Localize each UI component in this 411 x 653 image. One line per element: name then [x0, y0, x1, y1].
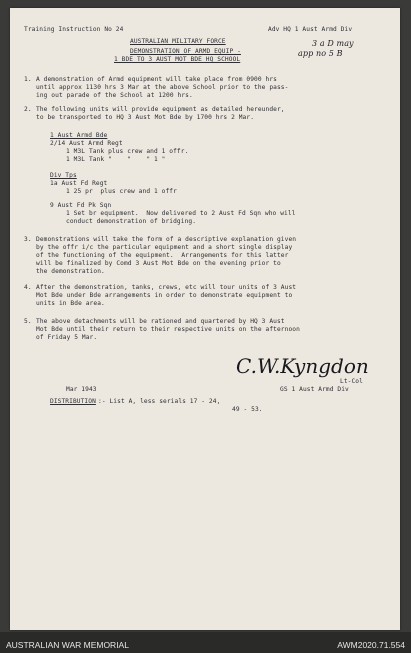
para-3-line-4: will be finalized by Comd 3 Aust Mot Bde on the evening prior to: [36, 260, 281, 267]
bridge-line-1: 1 Set br equipment. Now delivered to 2 Aust Fd Sqn who will: [66, 210, 296, 217]
distribution-label: DISTRIBUTION: [50, 398, 96, 405]
fd-pk-line: 9 Aust Fd Pk Sqn: [50, 202, 112, 209]
bridge-line-2: conduct demonstration of bridging.: [66, 218, 197, 225]
document-date: Mar 1943: [66, 386, 97, 393]
para-4-line-2: Mot Bde under Bde arrangements in order to demonstrate equipment to: [36, 292, 293, 299]
para-2-line-2: to be transported to HQ 3 Aust Mot Bde by 1700 hrs 2 Mar.: [36, 114, 255, 121]
archive-name: AUSTRALIAN WAR MEMORIAL: [6, 640, 129, 650]
handwritten-note-1: 3 a D may: [312, 39, 354, 48]
issuing-hq: Adv HQ 1 Aust Armd Div: [268, 26, 353, 33]
subject-line-1: DEMONSTRATION OF ARMD EQUIP -: [130, 48, 241, 55]
para-2-num: 2.: [24, 106, 32, 113]
subject-line-2: 1 BDE TO 3 AUST MOT BDE HQ SCHOOL: [114, 56, 241, 63]
para-5-num: 5.: [24, 318, 32, 325]
force-heading: AUSTRALIAN MILITARY FORCE: [130, 38, 226, 45]
para-1-line-1: A demonstration of Armd equipment will take place from 0900 hrs: [36, 76, 277, 83]
instruction-number: Training Instruction No 24: [24, 26, 124, 33]
para-3-line-2: by the offr i/c the particular equipment and a short single display: [36, 244, 293, 251]
regt-line: 2/14 Aust Armd Regt: [50, 140, 123, 147]
signatory-rank: Lt-Col: [340, 378, 363, 385]
archive-footer: [0, 632, 411, 653]
para-5-line-3: of Friday 5 Mar.: [36, 334, 98, 341]
para-4-num: 4.: [24, 284, 32, 291]
distribution-list-2: 49 - 53.: [232, 406, 263, 413]
handwritten-note-2: app no 5 B: [298, 49, 343, 58]
handwritten-signature: C.W.Kyngdon: [236, 354, 369, 378]
tank-line-1: 1 M3L Tank plus crew and 1 offr.: [66, 148, 189, 155]
para-4-line-1: After the demonstration, tanks, crews, etc will tour units of 3 Aust: [36, 284, 297, 291]
para-5-line-2: Mot Bde until their return to their respective units on the afternoon: [36, 326, 300, 333]
bde-heading: 1 Aust Armd Bde: [50, 132, 108, 139]
fd-regt-line: 1a Aust Fd Regt: [50, 180, 108, 187]
document-page: [10, 8, 400, 630]
para-4-line-3: units in Bde area.: [36, 300, 105, 307]
para-5-line-1: The above detachments will be rationed and quartered by HQ 3 Aust: [36, 318, 285, 325]
para-3-num: 3.: [24, 236, 32, 243]
para-1-line-2: until approx 1130 hrs 3 Mar at the above School prior to the pass-: [36, 84, 289, 91]
para-3-line-3: of the functioning of the equipment. Arrangements for this latter: [36, 252, 289, 259]
signatory-appointment: GS 1 Aust Armd Div: [280, 386, 349, 393]
gun-line: 1 25 pr plus crew and 1 offr: [66, 188, 177, 195]
para-2-line-1: The following units will provide equipment as detailed hereunder,: [36, 106, 285, 113]
distribution-list-1: :- List A, less serials 17 - 24,: [98, 398, 221, 405]
para-1-line-3: ing out parade of the School at 1200 hrs.: [36, 92, 193, 99]
tank-line-2: 1 M3L Tank " " " 1 ": [66, 156, 166, 163]
div-tps-heading: Div Tps: [50, 172, 77, 179]
para-3-line-5: the demonstration.: [36, 268, 105, 275]
para-3-line-1: Demonstrations will take the form of a descriptive explanation given: [36, 236, 297, 243]
para-1-num: 1.: [24, 76, 32, 83]
archive-reference: AWM2020.71.554: [337, 640, 405, 650]
